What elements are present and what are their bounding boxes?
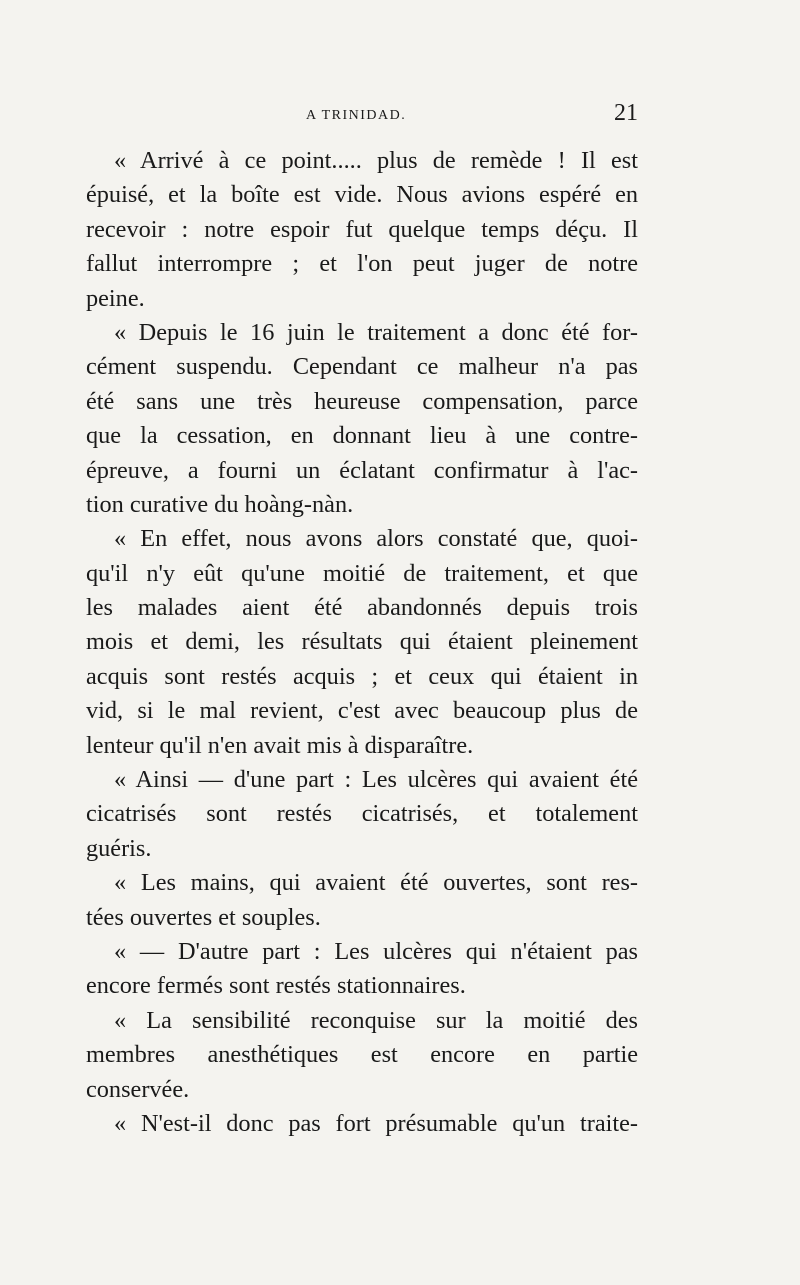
text-line: vid, si le mal revient, c'est avec beaucoup plus de [86, 697, 638, 725]
text-line: lenteur qu'il n'en avait mis à disparaître. [86, 731, 474, 759]
text-line: fallut interrompre ; et l'on peut juger de notre [86, 250, 638, 278]
text-line: « — D'autre part : Les ulcères qui n'étaient pas [114, 937, 638, 965]
text-line: qu'il n'y eût qu'une moitié de traitement, et que [86, 559, 638, 587]
text-line: été sans une très heureuse compensation, parce [86, 387, 638, 415]
text-line: les malades aient été abandonnés depuis trois [86, 594, 638, 622]
text-line: encore fermés sont restés stationnaires. [86, 972, 466, 1000]
text-line: recevoir : notre espoir fut quelque temps déçu. Il [86, 215, 638, 243]
text-line: épuisé, et la boîte est vide. Nous avions espéré en [86, 181, 638, 209]
text-line: membres anesthétiques est encore en partie [86, 1041, 638, 1069]
text-line: « La sensibilité reconquise sur la moitié des [114, 1006, 638, 1034]
text-line: cicatrisés sont restés cicatrisés, et totalement [86, 800, 638, 828]
text-line: « Les mains, qui avaient été ouvertes, sont res- [114, 869, 638, 897]
text-line: « En effet, nous avons alors constaté que, quoi- [114, 525, 638, 553]
text-line: « Arrivé à ce point..... plus de remède ! Il est [114, 147, 638, 174]
text-line: peine. [86, 284, 145, 312]
body-text [86, 144, 638, 1141]
text-line: conservée. [86, 1075, 190, 1103]
text-line: épreuve, a fourni un éclatant confirmatur à l'ac- [86, 456, 638, 484]
page-header [86, 100, 638, 130]
text-line: guéris. [86, 834, 152, 862]
text-line: mois et demi, les résultats qui étaient pleinement [86, 628, 638, 656]
text-line: « N'est-il donc pas fort présumable qu'un traite- [114, 1109, 638, 1137]
text-line: « Ainsi — d'une part : Les ulcères qui avaient été [114, 766, 638, 794]
text-line: « Depuis le 16 juin le traitement a donc été for- [114, 318, 638, 346]
text-line: tées ouvertes et souples. [86, 903, 321, 931]
text-line: acquis sont restés acquis ; et ceux qui étaient in [86, 662, 638, 690]
text-line: cément suspendu. Cependant ce malheur n'a pas [86, 353, 638, 381]
page-number: 21 [614, 100, 638, 126]
text-line: tion curative du hoàng-nàn. [86, 490, 354, 518]
running-head: A TRINIDAD. [306, 108, 407, 123]
text-line: que la cessation, en donnant lieu à une contre- [86, 422, 638, 450]
